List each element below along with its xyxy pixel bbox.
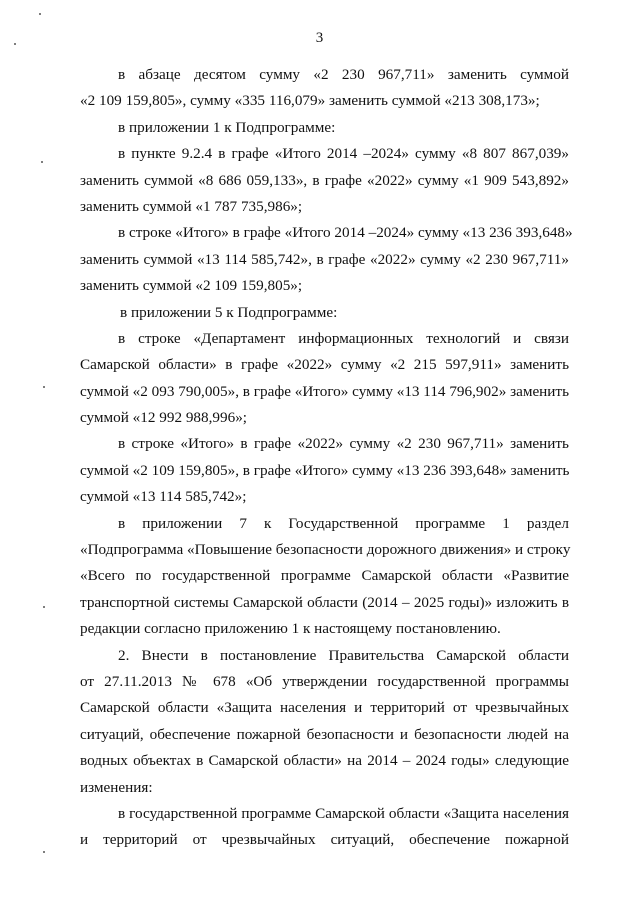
text-line: в пункте 9.2.4 в графе «Итого 2014 –2024» сумму «8 807 867,039» bbox=[118, 145, 569, 163]
text-line: заменить суммой «8 686 059,133», в графе «2022» сумму «1 909 543,892» bbox=[80, 171, 569, 189]
text-line: 2. Внести в постановление Правительства Самарской области bbox=[118, 646, 569, 664]
text-line: суммой «13 114 585,742»; bbox=[80, 488, 247, 506]
text-line: суммой «2 109 159,805», в графе «Итого» сумму «13 236 393,648» заменить bbox=[80, 461, 570, 479]
page-number: 3 bbox=[315, 30, 324, 46]
text-line: в строке «Департамент информационных технологий и связи bbox=[118, 329, 569, 347]
text-line: в абзаце десятом сумму «2 230 967,711» заменить суммой bbox=[118, 66, 569, 83]
text-line: «Всего по государственной программе Самарской области «Развитие bbox=[80, 567, 569, 585]
scan-speck bbox=[41, 161, 43, 163]
text-line: в государственной программе Самарской области «Защита населения bbox=[118, 804, 569, 822]
text-line: в приложении 1 к Подпрограмме: bbox=[118, 118, 336, 136]
scan-speck bbox=[43, 851, 45, 853]
scan-speck bbox=[43, 606, 45, 608]
scan-speck bbox=[39, 13, 41, 15]
text-line: редакции согласно приложению 1 к настоящему постановлению. bbox=[80, 620, 501, 638]
scan-speck bbox=[43, 386, 45, 388]
text-line: в строке «Итого» в графе «Итого 2014 –2024» сумму «13 236 393,648» bbox=[118, 224, 573, 242]
text-line: суммой «12 992 988,996»; bbox=[80, 409, 248, 427]
text-line: и территорий от чрезвычайных ситуаций, обеспечение пожарной bbox=[80, 831, 569, 849]
text-line: заменить суммой «2 109 159,805»; bbox=[80, 277, 303, 295]
text-line: транспортной системы Самарской области (2014 – 2025 годы)» изложить в bbox=[80, 593, 569, 611]
text-line: суммой «2 093 790,005», в графе «Итого» сумму «13 114 796,902» заменить bbox=[80, 382, 569, 400]
text-line: заменить суммой «13 114 585,742», в графе «2022» сумму «2 230 967,711» bbox=[80, 250, 569, 268]
text-line: в приложении 5 к Подпрограмме: bbox=[120, 303, 338, 321]
text-line: в строке «Итого» в графе «2022» сумму «2 230 967,711» заменить bbox=[118, 435, 569, 453]
text-line: ситуаций, обеспечение пожарной безопасности и безопасности людей на bbox=[80, 725, 569, 743]
text-line: Самарской области «Защита населения и территорий от чрезвычайных bbox=[80, 699, 569, 717]
scan-speck bbox=[14, 43, 16, 45]
text-line: «Подпрограмма «Повышение безопасности дорожного движения» и строку bbox=[80, 541, 571, 559]
text-line: заменить суммой «1 787 735,986»; bbox=[80, 197, 303, 215]
document-body bbox=[80, 62, 573, 854]
text-line: в приложении 7 к Государственной программе 1 раздел bbox=[118, 514, 569, 532]
text-line: водных объектах в Самарской области» на 2014 – 2024 годы» следующие bbox=[80, 752, 569, 770]
text-line: от 27.11.2013 № 678 «Об утверждении государственной программы bbox=[80, 672, 569, 690]
text-line: «2 109 159,805», сумму «335 116,079» заменить суммой «213 308,173»; bbox=[80, 92, 540, 110]
text-line: изменения: bbox=[80, 778, 153, 796]
text-line: Самарской области» в графе «2022» сумму «2 215 597,911» заменить bbox=[80, 356, 569, 374]
